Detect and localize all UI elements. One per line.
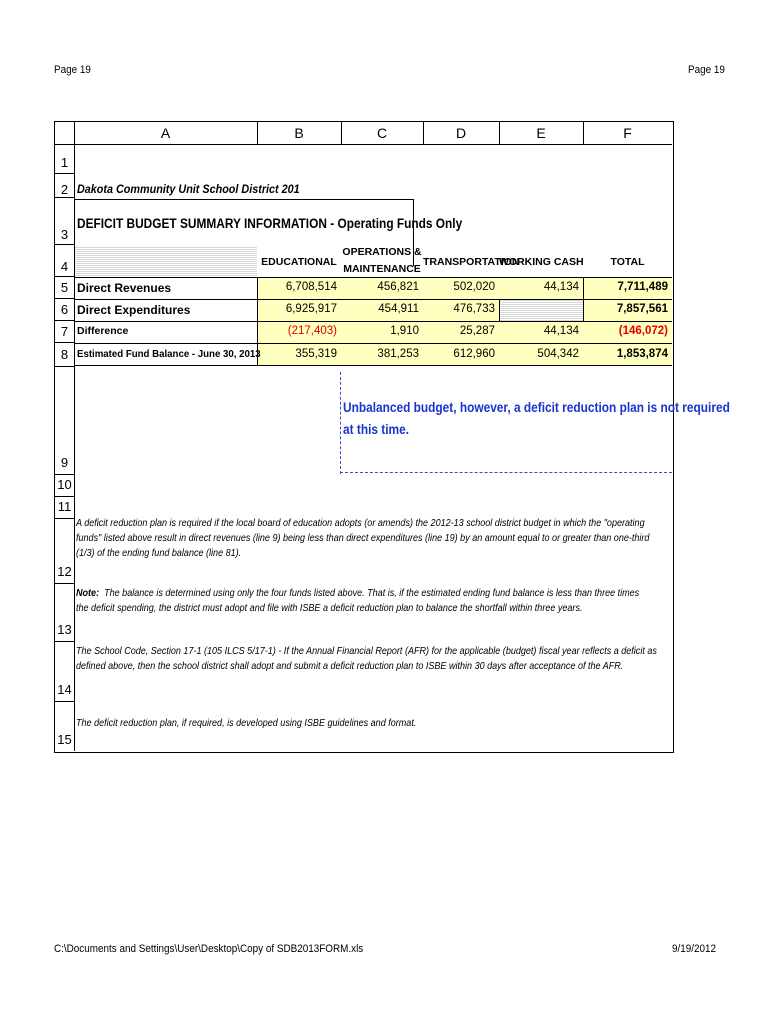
col-header-a[interactable]: A [160,125,171,141]
col-header-f[interactable]: F [623,125,632,141]
revenues-total[interactable]: 7,711,489 [617,281,668,293]
message-box-border [340,472,672,473]
row-number[interactable]: 5 [60,280,69,295]
page-header-right: Page 19 [688,64,725,76]
expenditures-total[interactable]: 7,857,561 [616,303,668,315]
page-header-left: Page 19 [54,64,91,76]
expenditures-operations[interactable]: 454,911 [378,303,419,315]
balance-working-cash[interactable]: 504,342 [537,348,579,360]
balance-total[interactable]: 1,853,874 [616,348,668,360]
revenues-operations[interactable]: 456,821 [377,281,419,293]
row-number[interactable]: 12 [57,564,72,579]
header-operations: OPERATIONS & [342,246,422,258]
note-school-code: The School Code, Section 17-1 (105 ILCS 5/17-1) - If the Annual Financial Report (AFR) for the applicable (budget) fiscal year reflects a deficit as defined above, then the school district shall adopt and submit a deficit reduction plan to ISBE within 30 days after acceptance of the AFR. [76,645,657,672]
col-header-b[interactable]: B [294,125,304,141]
row-label-difference: Difference [77,325,129,337]
row-number[interactable]: 2 [60,182,69,197]
row-number[interactable]: 9 [60,455,69,470]
row-number[interactable]: 14 [57,682,72,697]
row-number[interactable]: 10 [57,477,72,492]
col-header-d[interactable]: D [455,125,467,141]
col-header-c[interactable]: C [376,125,388,141]
difference-working-cash[interactable]: 44,134 [543,325,579,337]
footer-date: 9/19/2012 [672,943,717,955]
row-label-balance: Estimated Fund Balance - June 30, 2013 [77,348,261,360]
header-educational: EDUCATIONAL [261,256,337,268]
row-number[interactable]: 15 [57,732,72,747]
expenditures-educational[interactable]: 6,925,917 [285,303,337,315]
note-balance: Note: The balance is determined using only the four funds listed above. That is, if the estimated ending fund balance is less than three times the deficit spending, the district must adopt and file with ISBE a deficit reduction plan to balance the shortfall within three years. [76,587,640,614]
hatched-cell [75,246,257,276]
row-number[interactable]: 1 [60,155,69,170]
row-number[interactable]: 8 [60,347,69,362]
difference-educational[interactable]: (217,403) [287,325,337,337]
header-transportation: TRANSPORTATION [423,256,520,268]
balance-transportation[interactable]: 612,960 [453,348,495,360]
budget-status-message: Unbalanced budget, however, a deficit reduction plan is not required [343,400,730,415]
difference-total[interactable]: (146,072) [618,325,668,337]
row-number[interactable]: 3 [60,227,69,242]
difference-transportation[interactable]: 25,287 [459,325,495,337]
revenues-working-cash[interactable]: 44,134 [543,281,579,293]
message-box-border [340,372,341,474]
row-label-revenues: Direct Revenues [77,281,172,295]
revenues-transportation[interactable]: 502,020 [453,281,495,293]
row-number[interactable]: 11 [57,499,72,514]
note-requirement: A deficit reduction plan is required if the local board of education adopts (or amends) the 2012-13 school district budget in which the "operating funds" listed above result in direct revenues (line 9) being less than direct expenditures (line 19) by an amount equal to or greater than one-third (1/3) of the ending fund balance (line 81). [76,517,650,559]
note-guidelines: The deficit reduction plan, if required, is developed using ISBE guidelines and format. [76,717,417,729]
row-number[interactable]: 6 [60,302,69,317]
row-number[interactable]: 13 [57,622,72,637]
row-label-expenditures: Direct Expenditures [77,303,191,317]
footer-file-path: C:\Documents and Settings\User\Desktop\Copy of SDB2013FORM.xls [54,943,364,955]
col-header-e[interactable]: E [536,125,546,141]
spreadsheet [54,121,730,753]
page-title: DEFICIT BUDGET SUMMARY INFORMATION - Operating Funds Only [77,216,463,231]
header-working-cash: WORKING CASH [499,256,584,268]
balance-educational[interactable]: 355,319 [295,348,337,360]
balance-operations[interactable]: 381,253 [377,348,419,360]
header-maintenance: MAINTENANCE [343,263,421,275]
expenditures-transportation[interactable]: 476,733 [453,303,495,315]
row-number[interactable]: 7 [60,324,69,339]
budget-status-message-line2: at this time. [343,422,410,437]
revenues-educational[interactable]: 6,708,514 [285,281,337,293]
district-name: Dakota Community Unit School District 201 [77,182,300,196]
row-number[interactable]: 4 [60,259,69,274]
hatched-cell [500,300,583,321]
header-total: TOTAL [610,256,645,268]
difference-operations[interactable]: 1,910 [390,325,419,337]
